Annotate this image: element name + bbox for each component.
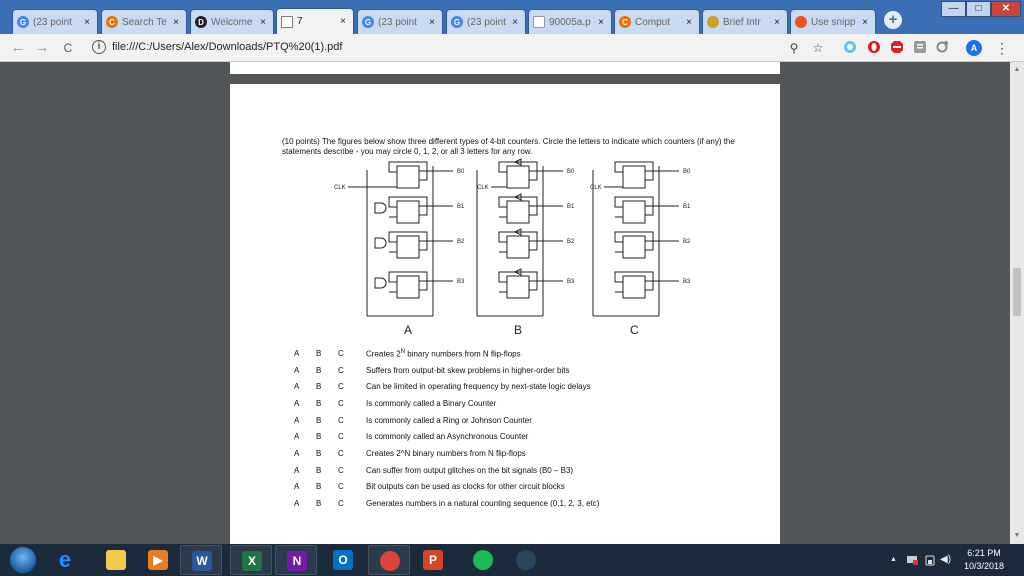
taskbar-app-excel[interactable] [230,545,272,575]
statement-row [294,395,599,412]
word-icon: W [192,551,212,571]
taskbar-app-onenote[interactable] [275,545,317,575]
windows-taskbar [0,544,1024,576]
browser-tab[interactable] [790,9,876,34]
tab-title: Brief Intr [723,16,761,28]
output-label: B2 [567,239,575,245]
statement-text-main: Can be limited in operating frequency by next-state logic delays [366,382,591,392]
statement-row [294,378,599,395]
close-tab-icon[interactable]: × [173,16,179,28]
page-icon [533,16,545,28]
option-b[interactable]: B [316,499,322,509]
flip-flop [623,166,645,188]
statement-text [360,445,599,462]
output-label: B0 [457,169,465,175]
extension-icon[interactable] [842,40,858,56]
steam-icon [516,550,536,570]
taskbar-app-chrome[interactable] [368,545,410,575]
system-clock[interactable] [958,547,1010,573]
google-icon: G [362,16,374,28]
statement-row [294,345,599,362]
option-a[interactable]: A [294,432,300,442]
output-label: B2 [683,239,691,245]
flip-flop [623,276,645,298]
google-icon: G [451,16,463,28]
d2l-icon: D [195,16,207,28]
statement-row [294,445,599,462]
statement-text-main: Creates 2 [366,349,401,359]
statement-text [360,462,599,479]
pdf-scrollbar[interactable] [1010,62,1024,544]
browser-tab[interactable] [101,9,187,34]
option-c[interactable]: C [338,432,344,442]
flip-flop [623,236,645,258]
and-gate [375,203,386,213]
tab-title: 90005a.p [549,16,591,28]
clock-date: 10/3/2018 [963,561,1005,571]
scroll-down-icon[interactable]: ▼ [1013,532,1021,539]
browser-tab[interactable] [614,9,700,34]
statements-table [294,345,599,512]
statement-text-main: Is commonly called a Binary Counter [366,398,497,408]
opera-icon[interactable] [866,40,882,56]
flip-flop [507,276,529,298]
statement-text-main: Generates numbers in a natural counting sequence (0,1, 2, 3, etc) [366,499,600,509]
menu-icon[interactable]: ⋮ [995,40,1009,56]
statement-row [294,479,599,496]
clk-label: CLK [477,185,489,191]
flip-flop [507,201,529,223]
user-icon [707,16,719,28]
previous-page-edge [230,62,780,74]
statement-text [360,362,599,379]
browser-tab[interactable] [12,9,98,34]
taskbar-app-steam[interactable] [505,545,547,575]
extension-gear-icon[interactable] [934,40,950,56]
reload-button[interactable]: C [63,41,73,55]
browser-tab[interactable] [528,9,612,34]
option-a[interactable]: A [294,482,300,492]
option-a[interactable]: A [294,499,300,509]
taskbar-app-explorer[interactable] [95,545,137,575]
taskbar-app-outlook[interactable] [322,545,364,575]
close-tab-icon[interactable]: × [260,16,266,28]
option-c[interactable]: C [338,482,344,492]
option-a[interactable]: A [294,448,300,458]
close-window-button[interactable]: ✕ [991,1,1021,17]
option-a[interactable]: A [294,415,300,425]
flip-flop [623,201,645,223]
statement-text [360,428,599,445]
volume-icon[interactable]: ◀) [940,554,952,565]
network-icon[interactable] [906,554,918,569]
close-tab-icon[interactable]: × [340,16,346,27]
powerpoint-icon: P [423,550,443,570]
flip-flop [397,166,419,188]
start-button[interactable] [6,545,40,575]
page-icon [281,16,293,28]
statement-row [294,362,599,379]
statement-text-main: Is commonly called a Ring or Johnson Counter [366,415,532,425]
taskbar-app-ie[interactable] [44,545,86,575]
output-label: B1 [567,204,575,210]
zoom-icon[interactable]: ⚲ [789,41,799,55]
counter-label: C [630,323,639,334]
close-tab-icon[interactable]: × [598,16,604,28]
windows-logo-icon [9,546,37,574]
flip-flop [397,201,419,223]
chrome-icon [380,551,400,571]
browser-tab[interactable] [446,9,526,34]
statement-text-main: Is commonly called an Asynchronous Counter [366,432,529,442]
statement-text-tail: binary numbers from N flip-flops [405,349,521,359]
option-c[interactable]: C [338,382,344,392]
tab-title: Use snipp [811,16,856,28]
excel-icon: X [242,551,262,571]
and-gate [375,278,386,288]
statement-text [360,495,599,512]
tab-title: 7 [297,16,303,27]
counter-label: A [404,323,413,334]
scroll-up-icon[interactable]: ▲ [1013,66,1021,73]
statement-superscript: N [400,348,406,355]
flip-flop [507,236,529,258]
option-a[interactable]: A [294,465,300,475]
output-label: B3 [457,279,465,285]
pdf-viewer[interactable] [0,62,1024,544]
profile-avatar[interactable]: A [966,40,982,56]
output-label: B1 [683,204,691,210]
address-bar[interactable]: file:///C:/Users/Alex/Downloads/PTQ%20(1).pdf [112,41,343,53]
close-tab-icon[interactable]: × [84,16,90,28]
browser-tab[interactable] [190,9,274,34]
browser-tab-strip [0,0,1024,34]
statement-text [360,412,599,429]
chegg-icon: C [106,16,118,28]
back-button[interactable]: ← [10,39,26,56]
option-b[interactable]: B [316,482,322,492]
option-c[interactable]: C [338,448,344,458]
browser-tab[interactable] [702,9,788,34]
close-tab-icon[interactable]: × [862,16,868,28]
question-text: (10 points) The figures below show three different types of 4-bit counters. Circle the letters to indicate which counters (if any) the statements describe - you may circle 0, 1, 2, or all 3 letters for any row. [282,137,735,156]
browser-toolbar [0,34,1024,62]
statement-text [360,345,599,362]
output-label: B0 [567,169,575,175]
browser-tab[interactable] [276,8,354,34]
option-a[interactable]: A [294,382,300,392]
onenote-icon: N [287,551,307,571]
statement-text [360,378,599,395]
outlook-icon: O [333,550,353,570]
ie-icon: e [58,547,72,572]
flip-flop [397,276,419,298]
option-b[interactable]: B [316,465,322,475]
output-label: B3 [567,279,575,285]
statement-row [294,462,599,479]
forward-button[interactable]: → [34,39,50,56]
statement-text [360,395,599,412]
option-c[interactable]: C [338,465,344,475]
maximize-button[interactable]: □ [966,1,991,17]
tab-title: (23 point [467,16,506,28]
tray-expand-icon[interactable]: ▲ [890,556,897,563]
tab-title: Comput [635,16,671,28]
battery-icon[interactable] [924,554,936,569]
scroll-thumb[interactable] [1013,268,1021,316]
output-label: B0 [683,169,691,175]
option-a[interactable]: A [294,348,300,358]
and-gate [375,238,386,248]
statement-text [360,479,599,496]
taskbar-app-media[interactable] [137,545,179,575]
option-b[interactable]: B [316,365,322,375]
close-tab-icon[interactable]: × [429,16,435,28]
close-tab-icon[interactable]: × [512,16,518,28]
option-b[interactable]: B [316,382,322,392]
counter-diagrams [230,84,780,334]
output-label: B3 [683,279,691,285]
option-c[interactable]: C [338,499,344,509]
flip-flop [397,236,419,258]
statement-text-main: Bit outputs can be used as clocks for other circuit blocks [366,482,565,492]
tab-title: Welcome [211,16,253,28]
clk-label: CLK [334,185,346,191]
statement-text-main: Creates 2^N binary numbers from N flip-flops [366,448,526,458]
option-a[interactable]: A [294,398,300,408]
option-b[interactable]: B [316,432,322,442]
counter-label: B [514,323,523,334]
minimize-button[interactable]: — [941,1,966,17]
option-b[interactable]: B [316,448,322,458]
google-icon: G [17,16,29,28]
output-label: B2 [457,239,465,245]
bookmark-star-icon[interactable]: ☆ [812,41,824,55]
taskbar-app-word[interactable] [180,545,222,575]
option-b[interactable]: B [316,348,322,358]
reader-icon[interactable] [912,40,928,56]
site-info-icon[interactable]: i [92,40,106,54]
option-b[interactable]: B [316,415,322,425]
statement-text-main: Suffers from output-bit skew problems in higher-order bits [366,365,570,375]
option-c[interactable]: C [338,415,344,425]
option-c[interactable]: C [338,348,344,358]
statement-row [294,412,599,429]
option-c[interactable]: C [338,398,344,408]
new-tab-button[interactable]: + [884,11,902,29]
chegg-icon: C [619,16,631,28]
clock-time: 6:21 PM [967,548,1001,558]
taskbar-app-powerpoint[interactable] [412,545,454,575]
tab-title: Search Te [122,16,167,28]
statement-row [294,428,599,445]
option-a[interactable]: A [294,365,300,375]
explorer-icon [106,550,126,570]
adblock-icon[interactable] [889,40,905,56]
statement-row [294,495,599,512]
output-label: B1 [457,204,465,210]
media-icon: ▶ [148,550,168,570]
spotify-icon [473,550,493,570]
option-c[interactable]: C [338,365,344,375]
pdf-page [230,84,780,544]
close-tab-icon[interactable]: × [774,16,780,28]
clk-label: CLK [590,185,602,191]
tab-title: (23 point [33,16,72,28]
close-tab-icon[interactable]: × [686,16,692,28]
flip-flop [507,166,529,188]
taskbar-app-spotify[interactable] [462,545,504,575]
browser-tab[interactable] [357,9,443,34]
tab-title: (23 point [378,16,417,28]
option-b[interactable]: B [316,398,322,408]
statement-text-main: Can suffer from output glitches on the bit signals (B0 – B3) [366,465,574,475]
windows-icon [795,16,807,28]
